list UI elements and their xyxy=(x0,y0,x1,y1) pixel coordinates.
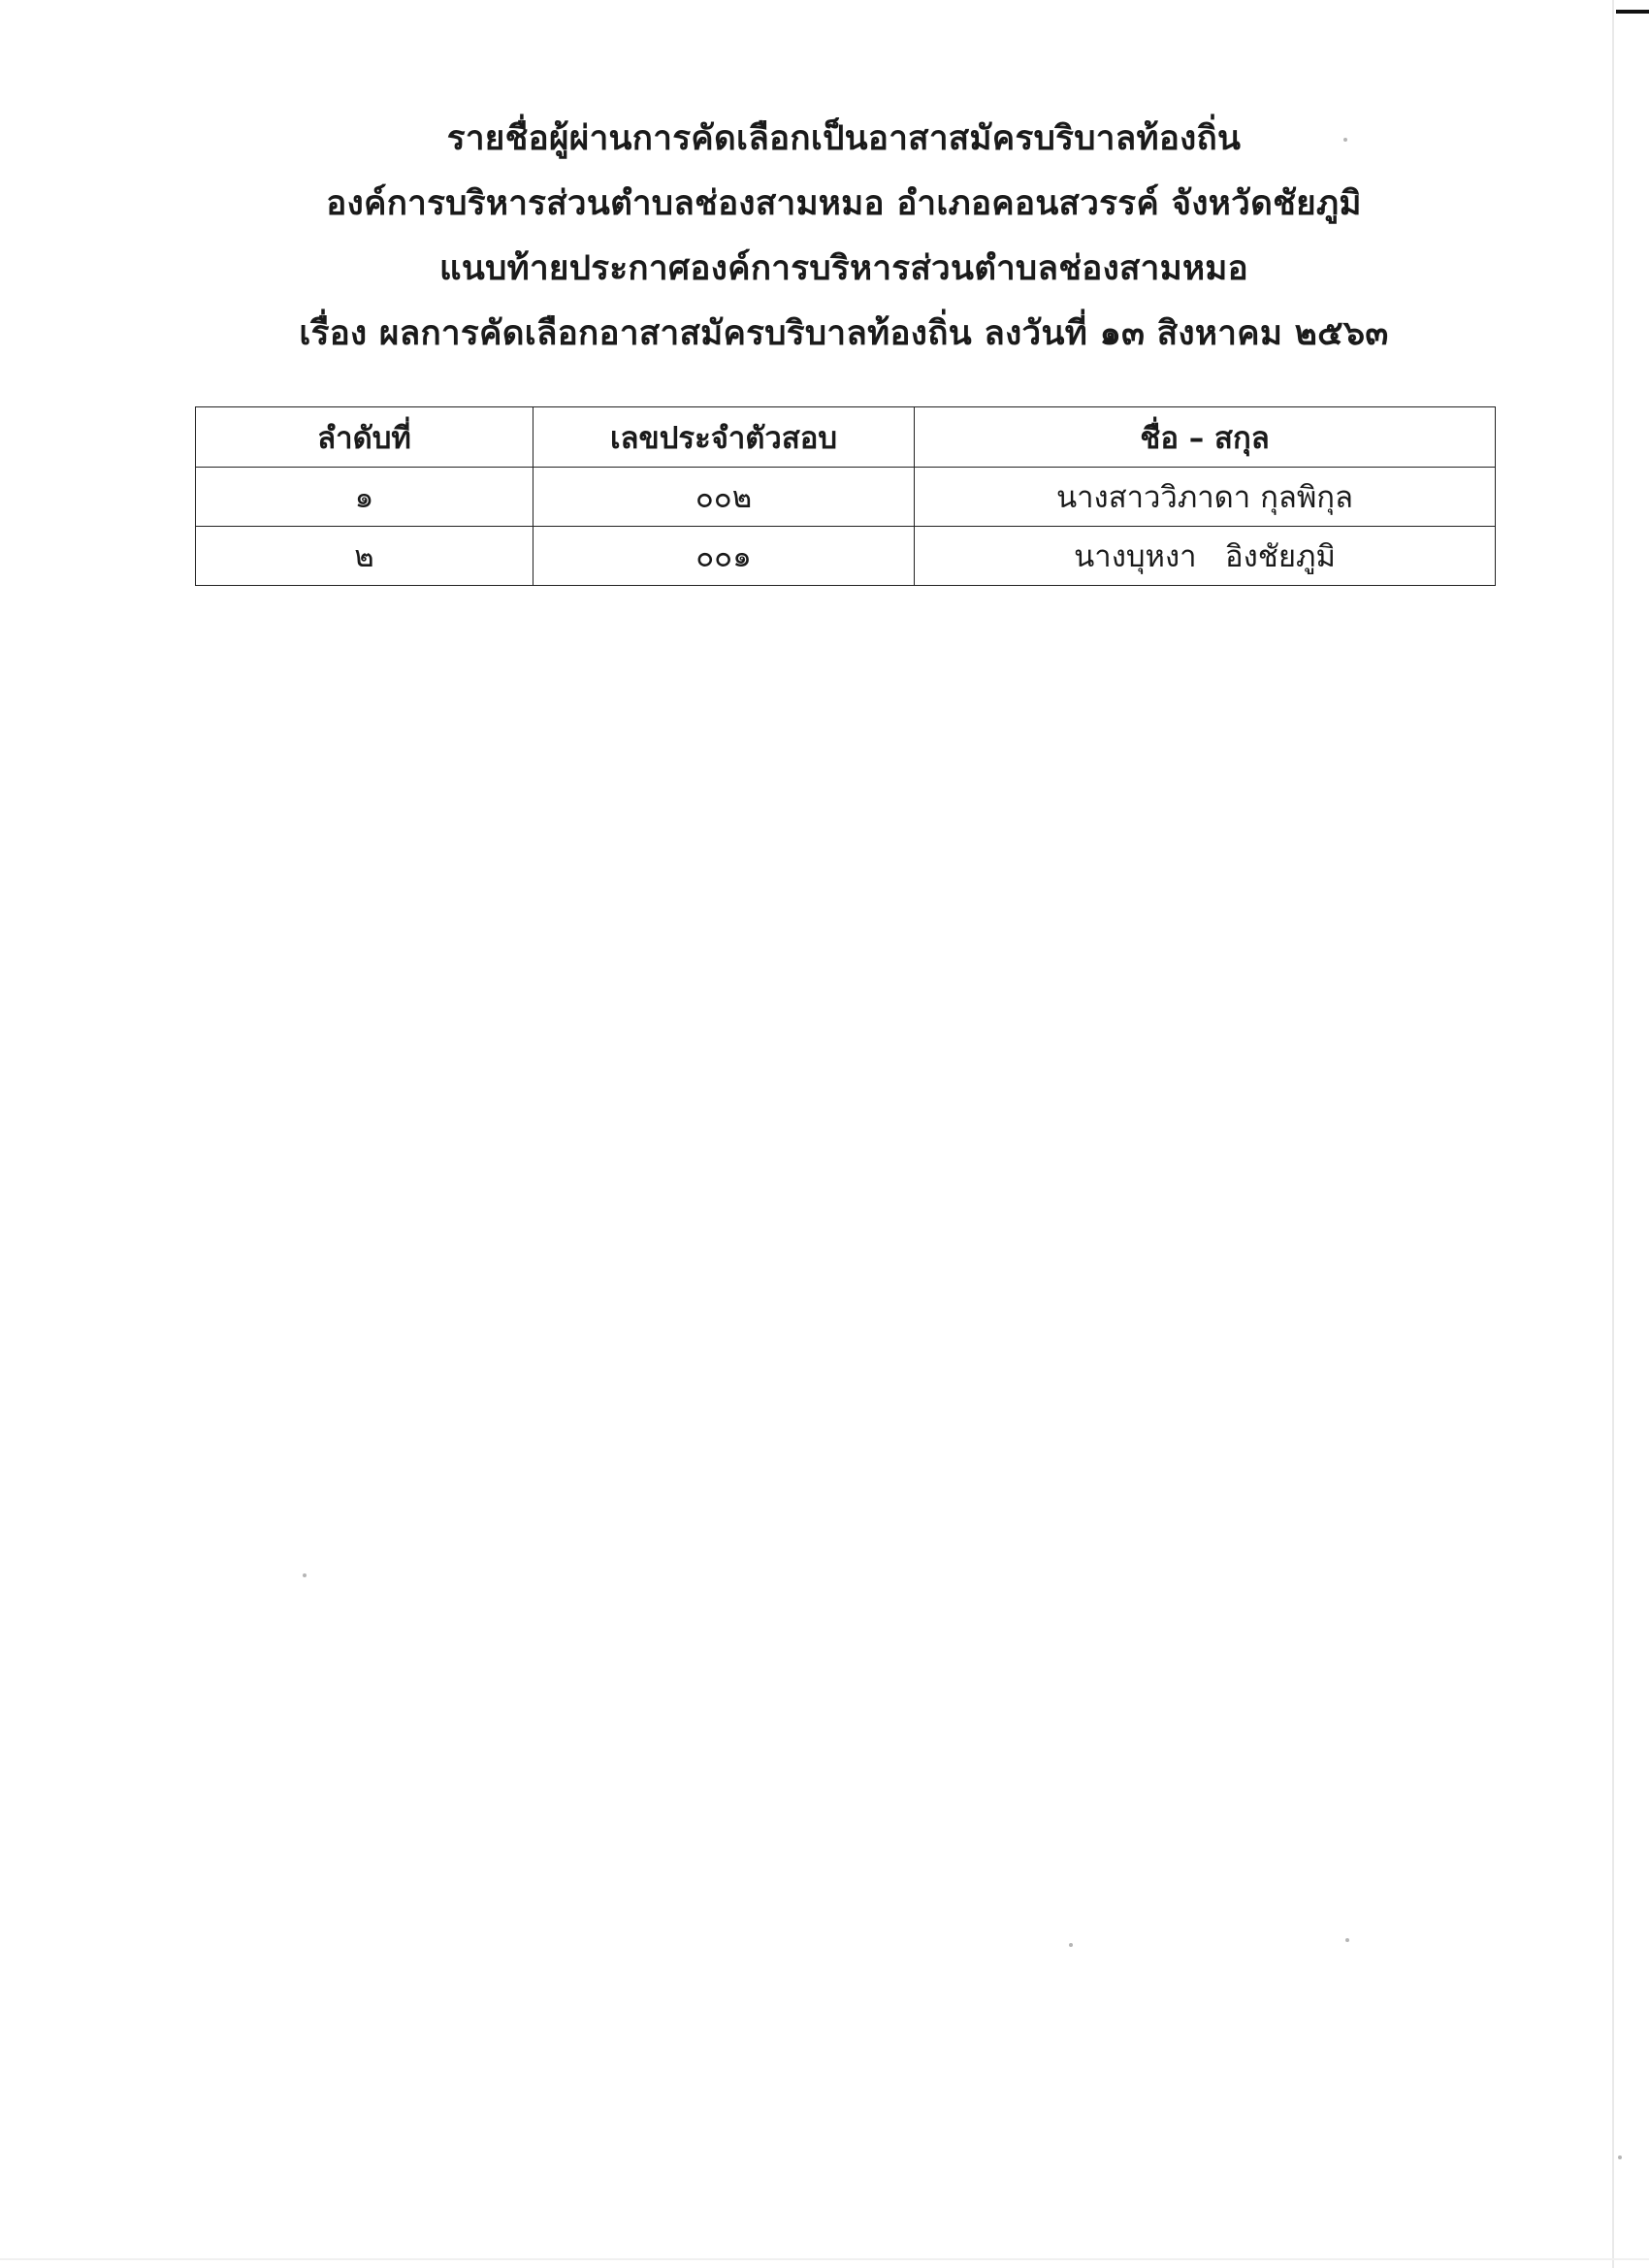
scan-edge-right xyxy=(1612,0,1614,2268)
cell-order: ๑ xyxy=(196,468,534,527)
cell-exam-id: ๐๐๒ xyxy=(534,468,915,527)
column-header-order: ลำดับที่ xyxy=(196,407,534,468)
table-header-row xyxy=(196,407,1496,468)
scan-speck xyxy=(1345,1938,1349,1942)
header-organization: องค์การบริหารส่วนตำบลช่องสามหมอ อำเภอคอนสวรรค์ จังหวัดชัยภูมิ xyxy=(326,184,1362,223)
column-header-exam-id: เลขประจำตัวสอบ xyxy=(534,407,915,468)
scan-edge-mark xyxy=(1616,10,1649,14)
cell-order: ๒ xyxy=(196,527,534,586)
cell-full-name: นางบุหงา อิงชัยภูมิ xyxy=(915,527,1496,586)
scan-edge-bottom xyxy=(0,2258,1649,2260)
scan-speck xyxy=(1069,1943,1073,1947)
header-subject: เรื่อง ผลการคัดเลือกอาสาสมัครบริบาลท้องถิ่น ลงวันที่ ๑๓ สิงหาคม ๒๕๖๓ xyxy=(299,314,1389,353)
table-row xyxy=(196,527,1496,586)
table-row xyxy=(196,468,1496,527)
header-title: รายชื่อผู้ผ่านการคัดเลือกเป็นอาสาสมัครบริบาลท้องถิ่น xyxy=(446,119,1242,158)
column-header-full-name: ชื่อ – สกุล xyxy=(915,407,1496,468)
candidates-table xyxy=(195,406,1496,586)
scan-speck xyxy=(1618,2155,1622,2159)
header-attachment-note: แนบท้ายประกาศองค์การบริหารส่วนตำบลช่องสามหมอ xyxy=(438,249,1249,288)
cell-exam-id: ๐๐๑ xyxy=(534,527,915,586)
cell-full-name: นางสาววิภาดา กุลพิกุล xyxy=(915,468,1496,527)
document-header xyxy=(194,107,1494,367)
scan-speck xyxy=(303,1573,307,1577)
